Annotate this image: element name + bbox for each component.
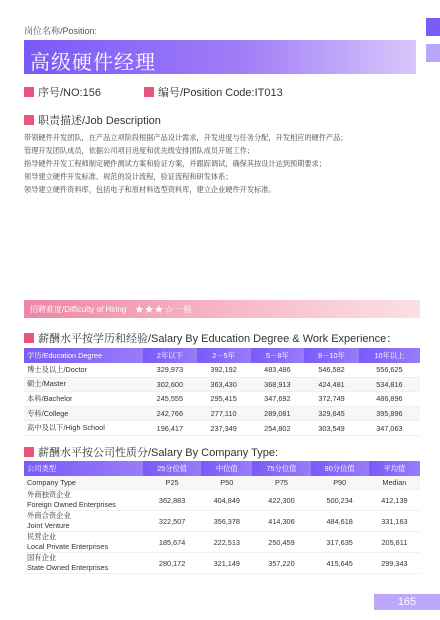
table-header-row bbox=[24, 461, 420, 476]
table-cell: 395,896 bbox=[359, 406, 420, 421]
table-cell: 414,306 bbox=[252, 511, 310, 532]
field-number bbox=[24, 84, 101, 100]
row-label-en: Local Private Enterprises bbox=[27, 542, 109, 551]
job-description-heading bbox=[24, 112, 161, 128]
table-cell: 412,139 bbox=[369, 490, 420, 511]
difficulty-label: 招聘难度/Difficulty of Hiring bbox=[30, 304, 127, 314]
top-accent-bar bbox=[426, 18, 440, 36]
column-header: 5－8年 bbox=[251, 348, 305, 363]
column-header: 2年以下 bbox=[143, 348, 197, 363]
table-cell: 196,417 bbox=[143, 421, 197, 436]
table-row bbox=[24, 553, 420, 574]
table-row bbox=[24, 363, 420, 377]
table-cell: 329,645 bbox=[304, 406, 359, 421]
title-band bbox=[24, 40, 416, 74]
edu-salary-heading bbox=[24, 330, 397, 346]
row-label bbox=[24, 490, 143, 511]
subheader-cell: P90 bbox=[311, 476, 369, 490]
table-cell: 422,300 bbox=[252, 490, 310, 511]
job-line: 领导建立硬件开发标准、规范的设计流程，验证流程和研发体系； bbox=[24, 172, 233, 181]
job-description-body bbox=[24, 131, 420, 196]
type-salary-table bbox=[24, 461, 420, 574]
table-cell: 415,645 bbox=[311, 553, 369, 574]
job-line: 带领硬件开发团队，在产品立项阶段根据产品设计需求，开发进度与任务分配，开发相应的硬件产品； bbox=[24, 133, 348, 142]
table-row bbox=[24, 532, 420, 553]
row-label-en: State Owned Enterprises bbox=[27, 563, 109, 572]
table-cell: 185,674 bbox=[143, 532, 201, 553]
column-header: 学历/Education Degree bbox=[24, 348, 143, 363]
table-row bbox=[24, 406, 420, 421]
square-bullet-icon bbox=[24, 447, 34, 457]
table-cell: 546,582 bbox=[304, 363, 359, 377]
job-line: 领导建立硬件资料库，包括电子和原材料选型资料库，建立企业硬件开发标准。 bbox=[24, 185, 276, 194]
page-title: 高级硬件经理 bbox=[30, 52, 156, 74]
table-row bbox=[24, 490, 420, 511]
table-cell: 486,896 bbox=[359, 392, 420, 407]
table-cell: 556,625 bbox=[359, 363, 420, 377]
column-header: 公司类型 bbox=[24, 461, 143, 476]
subheader-cell: P75 bbox=[252, 476, 310, 490]
table-cell: 237,349 bbox=[197, 421, 251, 436]
table-cell: 321,149 bbox=[201, 553, 252, 574]
table-cell: 347,063 bbox=[359, 421, 420, 436]
edu-salary-title: 薪酬水平按学历和经验/Salary By Education Degree & Work Experience： bbox=[38, 333, 398, 345]
column-header: 平均值 bbox=[369, 461, 420, 476]
table-cell: 347,692 bbox=[251, 392, 305, 407]
table-cell: 404,849 bbox=[201, 490, 252, 511]
row-label-cn: 国有企业 bbox=[27, 553, 57, 562]
subheader-cell: Median bbox=[369, 476, 420, 490]
row-label: 专科/College bbox=[24, 406, 143, 421]
column-header: 8－10年 bbox=[304, 348, 359, 363]
table-cell: 483,486 bbox=[251, 363, 305, 377]
table-cell: 362,883 bbox=[143, 490, 201, 511]
row-label-en: Foreign Owned Enterprises bbox=[27, 500, 116, 509]
table-cell: 317,635 bbox=[311, 532, 369, 553]
square-bullet-icon bbox=[24, 115, 34, 125]
table-cell: 250,459 bbox=[252, 532, 310, 553]
square-bullet-icon bbox=[24, 333, 34, 343]
row-label-cn: 民营企业 bbox=[27, 532, 57, 541]
table-cell: 289,081 bbox=[251, 406, 305, 421]
row-label: 硕士/Master bbox=[24, 377, 143, 392]
table-cell: 331,163 bbox=[369, 511, 420, 532]
field-position-code bbox=[144, 84, 283, 100]
row-label: 博士及以上/Doctor bbox=[24, 363, 143, 377]
position-tag: 岗位名称/Position: bbox=[24, 26, 98, 36]
table-row bbox=[24, 511, 420, 532]
table-cell: 277,110 bbox=[197, 406, 251, 421]
table-cell: 242,766 bbox=[143, 406, 197, 421]
column-header: 25分位值 bbox=[143, 461, 201, 476]
table-cell: 500,234 bbox=[311, 490, 369, 511]
row-label bbox=[24, 532, 143, 553]
row-label bbox=[24, 511, 143, 532]
table-cell: 368,913 bbox=[251, 377, 305, 392]
column-header: 2－5年 bbox=[197, 348, 251, 363]
table-row bbox=[24, 392, 420, 407]
square-bullet-icon bbox=[144, 87, 154, 97]
table-cell: 303,549 bbox=[304, 421, 359, 436]
subheader-cell: Company Type bbox=[24, 476, 143, 490]
table-cell: 322,507 bbox=[143, 511, 201, 532]
table-cell: 302,600 bbox=[143, 377, 197, 392]
table-subheader-row bbox=[24, 476, 420, 490]
row-label: 本科/Bachelor bbox=[24, 392, 143, 407]
table-cell: 363,430 bbox=[197, 377, 251, 392]
table-cell: 295,415 bbox=[197, 392, 251, 407]
table-cell: 357,220 bbox=[252, 553, 310, 574]
column-header: 75分位值 bbox=[252, 461, 310, 476]
table-cell: 205,611 bbox=[369, 532, 420, 553]
field-code-label: 编号/Position Code:IT013 bbox=[158, 87, 283, 99]
table-cell: 329,973 bbox=[143, 363, 197, 377]
row-label: 高中及以下/High School bbox=[24, 421, 143, 436]
job-line: 指导硬件开发工程师制定硬件测试方案和验证方案，并跟踪调试，确保其按设计达到预期要求； bbox=[24, 159, 326, 168]
row-label bbox=[24, 553, 143, 574]
table-cell: 245,555 bbox=[143, 392, 197, 407]
subheader-cell: P25 bbox=[143, 476, 201, 490]
table-header-row bbox=[24, 348, 420, 363]
table-cell: 299,343 bbox=[369, 553, 420, 574]
difficulty-band bbox=[24, 300, 420, 318]
job-line: 管理开发团队成员，依据公司项目进度和优先级安排团队成员开展工作； bbox=[24, 146, 255, 155]
row-label-cn: 外商合资企业 bbox=[27, 511, 71, 520]
column-header: 中位值 bbox=[201, 461, 252, 476]
difficulty-level: 一般 bbox=[175, 304, 192, 314]
table-cell: 222,513 bbox=[201, 532, 252, 553]
edu-salary-table bbox=[24, 348, 420, 436]
column-header: 10年以上 bbox=[359, 348, 420, 363]
star-rating-icon: ★★★☆ bbox=[134, 303, 174, 316]
table-cell: 356,378 bbox=[201, 511, 252, 532]
table-cell: 484,618 bbox=[311, 511, 369, 532]
table-row bbox=[24, 377, 420, 392]
subheader-cell: P50 bbox=[201, 476, 252, 490]
job-description-title: 职责描述/Job Description bbox=[38, 115, 161, 127]
row-label-cn: 外商独资企业 bbox=[27, 490, 71, 499]
type-salary-title: 薪酬水平按公司性质分/Salary By Company Type: bbox=[38, 447, 279, 459]
table-cell: 424,481 bbox=[304, 377, 359, 392]
table-cell: 372,749 bbox=[304, 392, 359, 407]
table-row bbox=[24, 421, 420, 436]
row-label-en: Joint Venture bbox=[27, 521, 70, 530]
table-cell: 534,816 bbox=[359, 377, 420, 392]
column-header: 90分位值 bbox=[311, 461, 369, 476]
table-cell: 254,802 bbox=[251, 421, 305, 436]
table-cell: 280,172 bbox=[143, 553, 201, 574]
page-number: 165 bbox=[374, 594, 440, 610]
top-accent-bar-secondary bbox=[426, 44, 440, 62]
table-cell: 392,192 bbox=[197, 363, 251, 377]
square-bullet-icon bbox=[24, 87, 34, 97]
field-number-label: 序号/NO:156 bbox=[38, 87, 101, 99]
type-salary-heading bbox=[24, 444, 278, 460]
